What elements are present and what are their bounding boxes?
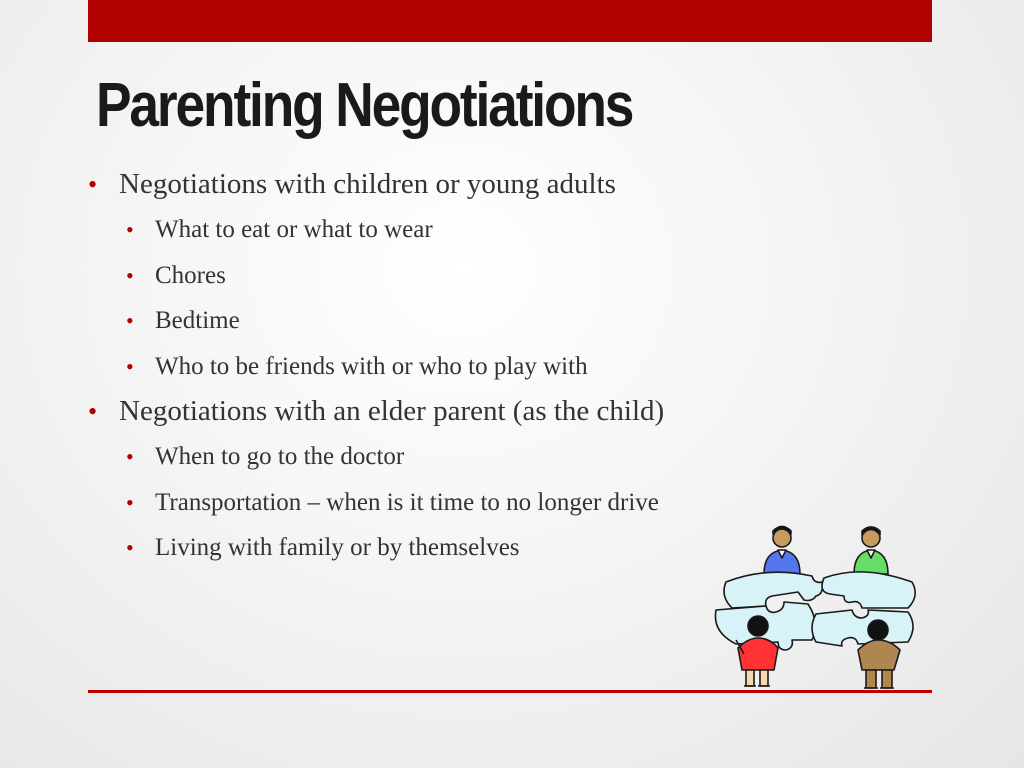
sub-bullet-item: • Transportation – when is it time to no longer drive xyxy=(88,480,888,526)
sub-bullet-item: • Bedtime xyxy=(88,298,888,344)
sub-bullet-item: • When to go to the doctor xyxy=(88,434,888,480)
bullet-item: • Negotiations with an elder parent (as the child) xyxy=(88,389,888,434)
sub-bullet-item: • Chores xyxy=(88,253,888,299)
people-puzzle-icon xyxy=(712,522,924,694)
bullet-item: • Negotiations with children or young adults xyxy=(88,162,888,207)
bottom-divider xyxy=(88,690,932,693)
bullet-section-children xyxy=(88,162,888,389)
top-accent-bar xyxy=(88,0,932,42)
slide-title: Parenting Negotiations xyxy=(96,71,633,140)
sub-bullet-item: • Who to be friends with or who to play with xyxy=(88,344,888,390)
bullet-list xyxy=(88,162,888,571)
sub-bullet-item: • What to eat or what to wear xyxy=(88,207,888,253)
sub-bullet-list xyxy=(88,207,888,389)
sub-bullet-item: • Living with family or by themselves xyxy=(88,525,888,571)
